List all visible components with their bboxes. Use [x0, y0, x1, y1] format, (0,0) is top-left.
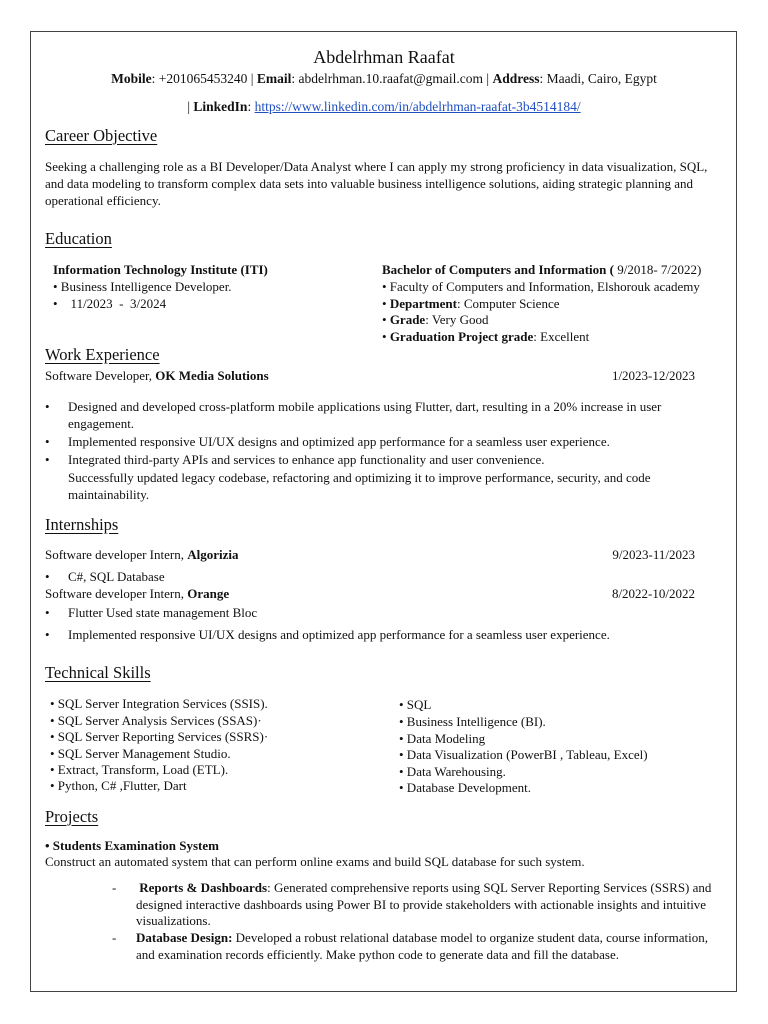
degree-grade: • Grade: Very Good [382, 312, 489, 327]
internship-dates: 8/2022-10/2022 [611, 586, 695, 601]
skill-item: • Python, C# ,Flutter, Dart [50, 778, 187, 793]
candidate-name: Abdelrhman Raafat [313, 47, 455, 67]
education-heading: Education [45, 229, 112, 248]
iti-track: • Business Intelligence Developer. [53, 279, 232, 294]
career-objective-text: Seeking a challenging role as a BI Developer/Data Analyst where I can apply my strong proficiency in data visualization, SQL, and data modeling to transform complex data sets into valuable business intelligence solutions, aiding strategic planning and operational efficiency. [45, 159, 708, 208]
skill-item: • Data Modeling [399, 731, 486, 746]
projects-heading: Projects [45, 807, 99, 826]
mobile-label: Mobile [111, 71, 152, 86]
work-bullet: • Implemented responsive UI/UX designs and optimized app performance for a seamless user experience. [45, 434, 610, 449]
iti-dates: • 11/2023 - 3/2024 [53, 296, 167, 311]
degree-project-grade: • Graduation Project grade: Excellent [382, 329, 590, 344]
work-bullet: • Integrated third-party APIs and services to enhance app functionality and user convenience. [45, 452, 545, 467]
work-role: Software Developer, OK Media Solutions [45, 368, 269, 383]
skill-item: • SQL Server Analysis Services (SSAS)· [50, 713, 262, 728]
contact-line: Mobile: +201065453240 | Email: abdelrhman.10.raafat@gmail.com | Address: Maadi, Cairo, Egypt [111, 71, 657, 86]
internship-bullet: • Flutter Used state management Bloc [45, 605, 258, 620]
address-value: Maadi, Cairo, Egypt [546, 71, 657, 86]
work-bullet: • Designed and developed cross-platform mobile applications using Flutter, dart, resulting in a 20% increase in user engagement. [45, 399, 662, 431]
skill-item: • Data Warehousing. [399, 764, 506, 779]
work-experience-heading: Work Experience [45, 345, 160, 364]
internships-heading: Internships [45, 515, 119, 534]
internship-bullet: • C#, SQL Database [45, 569, 165, 584]
skill-item: • Data Visualization (PowerBI , Tableau, Excel) [399, 747, 648, 762]
skill-item: • SQL Server Reporting Services (SSRS)· [50, 729, 269, 744]
mobile-value: +201065453240 [158, 71, 248, 86]
internship-role: Software developer Intern, Orange [45, 586, 230, 601]
internship-dates: 9/2023-11/2023 [612, 547, 695, 562]
project-description: Construct an automated system that can perform online exams and build SQL database for such system. [45, 854, 585, 869]
career-objective-heading: Career Objective [45, 126, 158, 145]
work-dates: 1/2023-12/2023 [611, 368, 695, 383]
degree-faculty: • Faculty of Computers and Information, Elshorouk academy [382, 279, 700, 294]
degree-department: • Department: Computer Science [382, 296, 560, 311]
skill-item: • Business Intelligence (BI). [399, 714, 546, 729]
project-item-database: - Database Design: Developed a robust relational database model to organize student data, course information, and examination records efficiently. Make python code to generate data and fill the database. [112, 930, 708, 962]
iti-title: Information Technology Institute (ITI) [53, 262, 268, 277]
linkedin-label: LinkedIn [193, 99, 248, 114]
address-label: Address [492, 71, 540, 86]
linkedin-line: | LinkedIn: https://www.linkedin.com/in/abdelrhman-raafat-3b4514184/ [187, 99, 581, 114]
project-title: • Students Examination System [45, 838, 219, 853]
work-extra-line: Successfully updated legacy codebase, refactoring and optimizing it to improve performance, security, and code maintainability. [68, 470, 651, 502]
skill-item: • Database Development. [399, 780, 531, 795]
skill-item: • SQL [399, 697, 432, 712]
skill-item: • SQL Server Management Studio. [50, 746, 231, 761]
email-value[interactable]: abdelrhman.10.raafat@gmail.com [298, 71, 484, 86]
degree-title: Bachelor of Computers and Information ( 9/2018- 7/2022) [382, 262, 702, 277]
technical-skills-heading: Technical Skills [45, 663, 151, 682]
email-label: Email [256, 71, 292, 86]
internship-bullet: • Implemented responsive UI/UX designs and optimized app performance for a seamless user experience. [45, 627, 610, 642]
linkedin-link[interactable]: https://www.linkedin.com/in/abdelrhman-raafat-3b4514184/ [254, 99, 581, 114]
internship-role: Software developer Intern, Algorizia [45, 547, 239, 562]
skill-item: • Extract, Transform, Load (ETL). [50, 762, 229, 777]
skill-item: • SQL Server Integration Services (SSIS). [50, 696, 268, 711]
project-item-reports: - Reports & Dashboards: Generated comprehensive reports using SQL Server Reporting Services (SSRS) and designed interactive dashboards using Power BI to provide stakeholders with actionable insights and intuitive visualizations. [112, 880, 712, 928]
